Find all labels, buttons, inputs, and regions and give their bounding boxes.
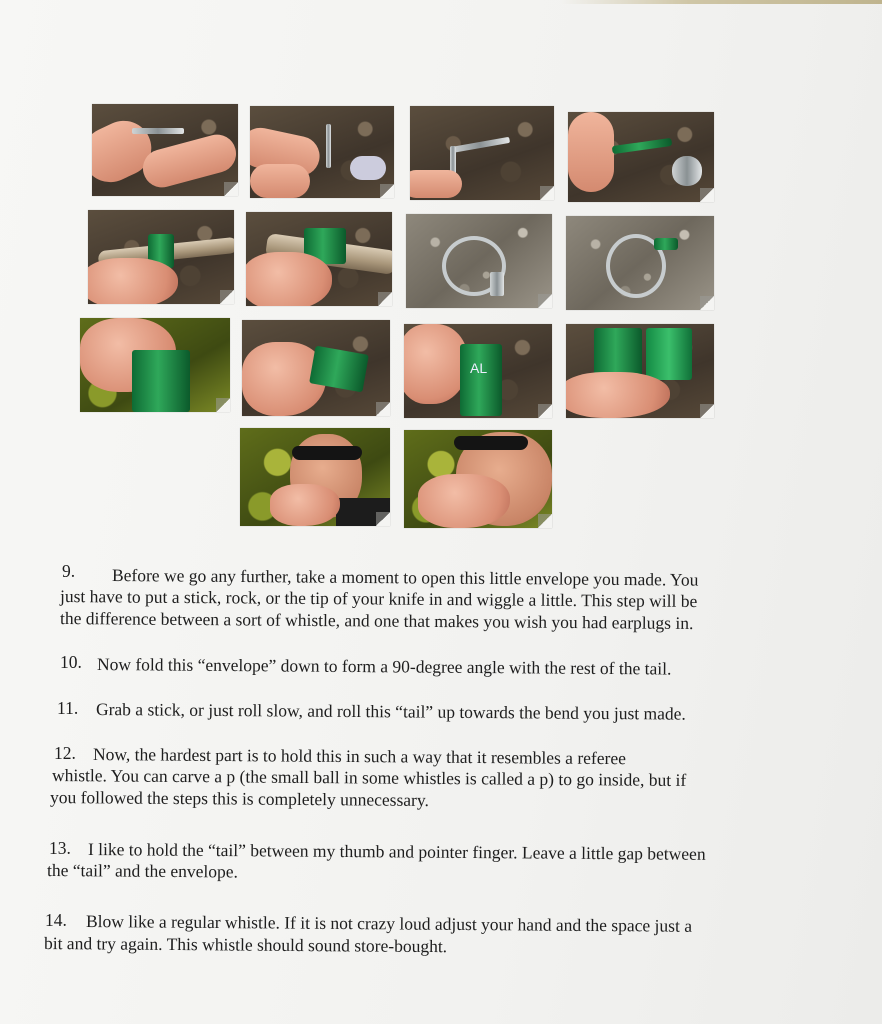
step-9-line-1: Before we go any further, take a moment to open this little envelope you made. You <box>111 565 699 590</box>
step-photo-7 <box>406 214 552 308</box>
step-photo-4 <box>568 112 714 202</box>
step-14-line-1: Blow like a regular whistle. If it is not crazy loud adjust your hand and the space just a <box>85 911 693 936</box>
step-10-line-1: Now fold this “envelope” down to form a 90-degree angle with the rest of the tail. <box>96 654 672 679</box>
step-12-line-2: whistle. You can carve a p (the small ball in some whistles is called a p) to go inside, but if <box>51 765 687 790</box>
step-12-number: 12. <box>54 743 76 763</box>
step-photo-13 <box>240 428 390 526</box>
step-14-line-2: bit and try again. This whistle should sound store-bought. <box>43 933 448 957</box>
step-photo-10 <box>242 320 390 416</box>
step-10-number: 10. <box>60 652 82 672</box>
step-9-line-2: just have to put a stick, rock, or the tip of your knife in and wiggle a little. This step will be <box>59 586 698 612</box>
step-13-line-1: I like to hold the “tail” between my thumb and pointer finger. Leave a little gap between <box>87 839 706 864</box>
step-photo-12 <box>566 324 714 418</box>
step-photo-2 <box>250 106 394 198</box>
page-top-edge <box>560 0 882 4</box>
step-13-number: 13. <box>49 838 71 858</box>
step-14-number: 14. <box>45 910 67 930</box>
step-11-line-1: Grab a stick, or just roll slow, and roll this “tail” up towards the bend you just made. <box>95 699 686 724</box>
step-12-line-3: you followed the steps this is completely unnecessary. <box>49 787 430 810</box>
step-photo-5 <box>88 210 234 304</box>
step-photo-14 <box>404 430 552 528</box>
step-12-line-1: Now, the hardest part is to hold this in such a way that it resembles a referee <box>92 744 627 769</box>
step-photo-8 <box>566 216 714 310</box>
step-photo-11 <box>404 324 552 418</box>
can-label-text: AL <box>470 360 488 376</box>
step-photo-3 <box>410 106 554 200</box>
step-photo-9 <box>80 318 230 412</box>
step-photo-1 <box>92 104 238 196</box>
step-photo-6 <box>246 212 392 306</box>
step-11-number: 11. <box>57 698 79 718</box>
step-13-line-2: the “tail” and the envelope. <box>46 860 239 882</box>
step-9-line-3: the difference between a sort of whistle, and one that makes you wish you had earplugs in. <box>59 608 694 633</box>
step-9-number: 9. <box>62 561 76 581</box>
